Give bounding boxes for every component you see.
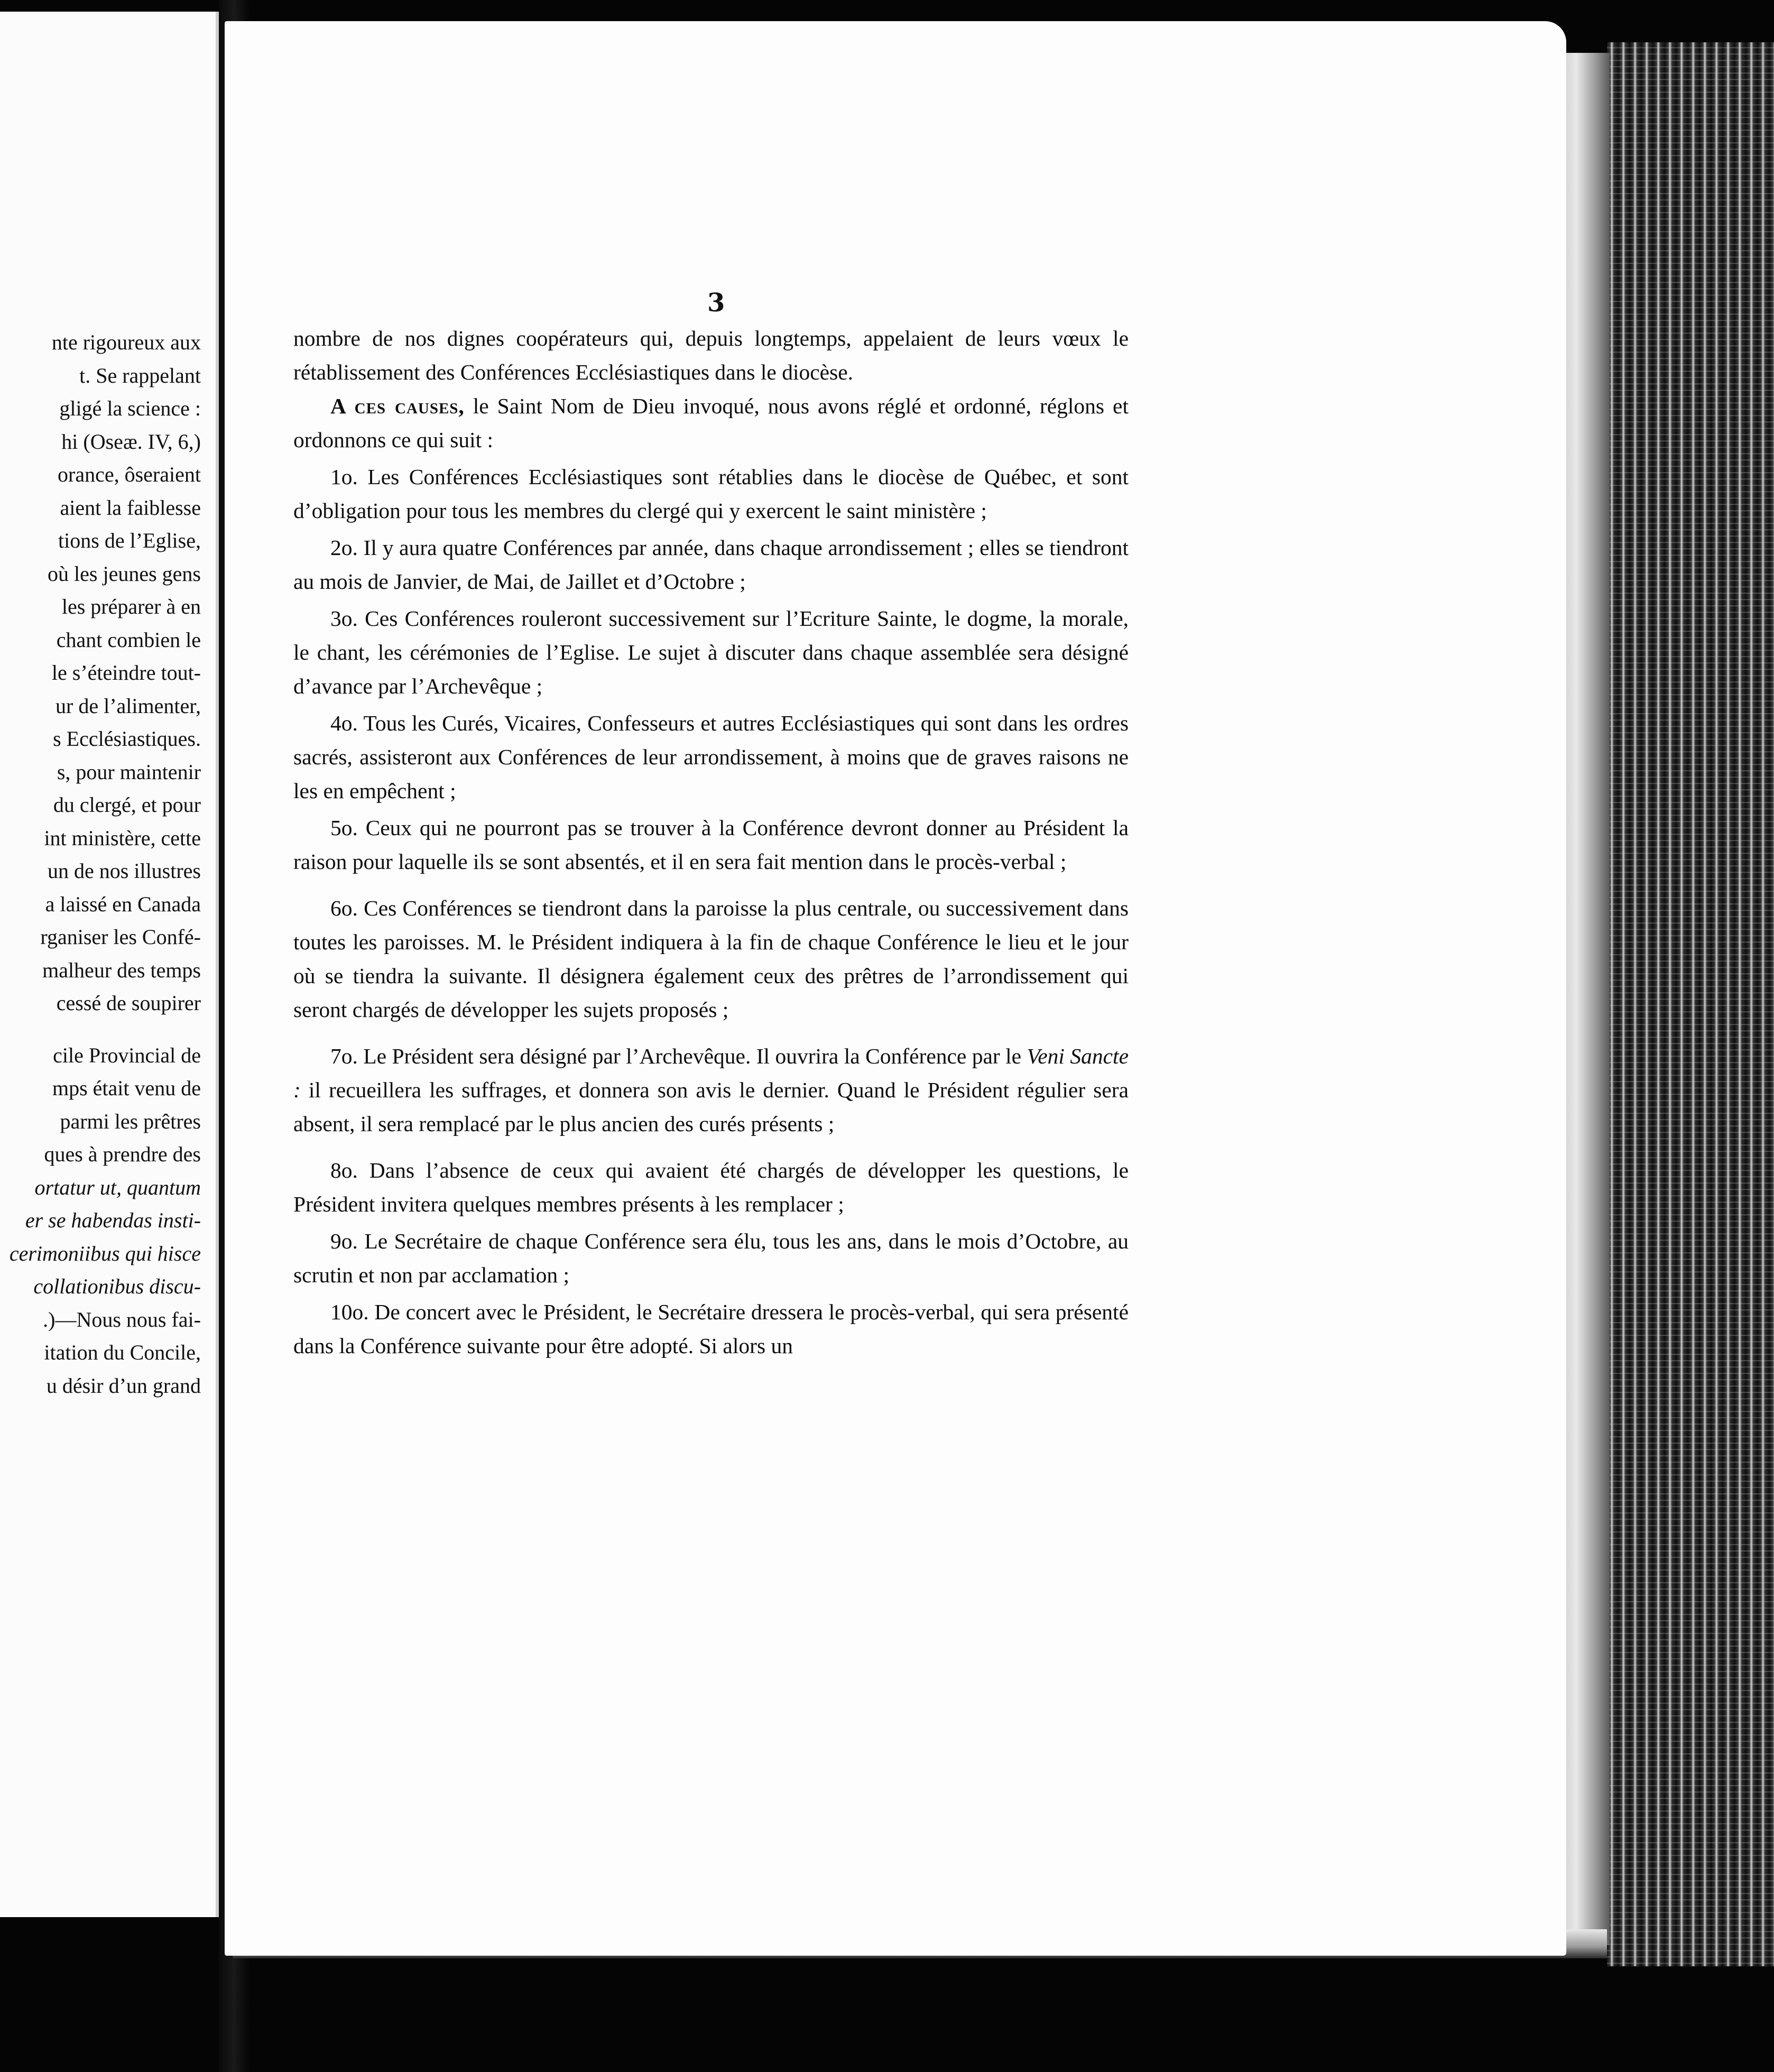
left-page-line: s Ecclésiastiques. bbox=[53, 727, 201, 751]
book-page-edges bbox=[1607, 42, 1774, 1966]
left-page-line: gligé la science : bbox=[59, 396, 201, 420]
article-number: 4o. bbox=[330, 711, 358, 735]
left-page-line: cerimoniibus qui hisce bbox=[9, 1241, 201, 1265]
article-4: 4o. Tous les Curés, Vicaires, Confesseurs et autres Ecclésiastiques qui sont dans les ordres sacrés, assisteront aux Conférences de leur arrondissement, à moins que de graves raisons ne les en empêchent ; bbox=[293, 711, 1129, 803]
left-page-line: rganiser les Confé- bbox=[40, 925, 201, 949]
left-page-line: itation du Concile, bbox=[44, 1340, 201, 1364]
article-5: 5o. Ceux qui ne pourront pas se trouver à la Conférence devront donner au Président la raison pour laquelle ils se sont absentés, et il en sera fait mention dans le procès-verbal ; bbox=[293, 816, 1129, 874]
left-page-line: malheur des temps bbox=[42, 958, 201, 982]
article-number: 9o. bbox=[330, 1229, 358, 1253]
article-number: 8o. bbox=[330, 1158, 358, 1182]
article-9: 9o. Le Secrétaire de chaque Conférence sera élu, tous les ans, dans le mois d’Octobre, au scrutin et non par acclamation ; bbox=[293, 1229, 1129, 1287]
article-number: 2o. bbox=[330, 535, 358, 560]
page-body-text bbox=[293, 321, 1129, 1363]
left-page-line: chant combien le bbox=[56, 627, 201, 652]
article-10: 10o. De concert avec le Président, le Secrétaire dressera le procès-verbal, qui sera présenté dans la Conférence suivante pour être adopté. Si alors un bbox=[293, 1300, 1129, 1358]
article-3: 3o. Ces Conférences rouleront successivement sur l’Ecriture Sainte, le dogme, la morale, le chant, les cérémonies de l’Eglise. Le sujet à discuter dans chaque assemblée sera désigné d’avance par l’Archevêque ; bbox=[293, 606, 1129, 698]
article-8: 8o. Dans l’absence de ceux qui avaient été chargés de développer les questions, le Président invitera quelques membres présents à les remplacer ; bbox=[293, 1158, 1129, 1216]
article-number: 10o. bbox=[330, 1300, 369, 1324]
left-page-line: mps était venu de bbox=[52, 1076, 201, 1100]
article-number: 5o. bbox=[330, 816, 358, 840]
article-number: 7o. bbox=[330, 1044, 358, 1068]
page-edge-shadow bbox=[1562, 53, 1610, 1945]
left-page-line: aient la faiblesse bbox=[60, 495, 201, 520]
left-page-line: nte rigoureux aux bbox=[51, 330, 201, 354]
left-page-line: ortatur ut, quantum bbox=[34, 1175, 201, 1199]
paragraph-lead: A ces causes, bbox=[330, 394, 465, 418]
left-page-line: un de nos illustres bbox=[48, 859, 201, 883]
left-page-line: le s’éteindre tout- bbox=[51, 661, 201, 684]
left-page-line: ques à prendre des bbox=[44, 1142, 201, 1166]
left-page-line: cile Provincial de bbox=[53, 1043, 201, 1067]
left-facing-page bbox=[0, 12, 219, 1917]
paragraph-a-ces-causes: A ces causes, le Saint Nom de Dieu invoqué, nous avons réglé et ordonné, réglons et ordonnons ce qui suit : bbox=[293, 394, 1129, 452]
left-page-line: u désir d’un grand bbox=[46, 1373, 201, 1398]
left-page-line: cessé de soupirer bbox=[56, 991, 201, 1015]
left-page-line: hi (Oseæ. IV, 6,) bbox=[61, 429, 201, 454]
left-page-line: ur de l’alimenter, bbox=[56, 693, 201, 718]
left-page-line: les préparer à en bbox=[61, 595, 201, 618]
article-7: 7o. Le Président sera désigné par l’Archevêque. Il ouvrira la Conférence par le Veni Sancte : il recueillera les suffrages, et donnera son avis le dernier. Quand le Président régulier sera absent, il sera remplacé par le plus ancien des curés présents ; bbox=[293, 1044, 1129, 1136]
article-2: 2o. Il y aura quatre Conférences par année, dans chaque arrondissement ; elles se tiendront au mois de Janvier, de Mai, de Jaillet et d’Octobre ; bbox=[293, 535, 1129, 594]
left-page-line: parmi les prêtres bbox=[60, 1109, 201, 1133]
left-page-line: tions de l’Eglise, bbox=[58, 529, 201, 552]
left-page-line: collationibus discu- bbox=[33, 1274, 201, 1298]
left-page-line: int ministère, cette bbox=[44, 826, 201, 850]
article-number: 3o. bbox=[330, 606, 358, 631]
article-1: 1o. Les Conférences Ecclésiastiques sont rétablies dans le diocèse de Québec, et sont d’obligation pour tous les membres du clergé qui y exercent le saint ministère ; bbox=[293, 465, 1129, 523]
left-page-line: .)—Nous nous fai- bbox=[43, 1307, 201, 1331]
left-page-line: t. Se rappelant bbox=[79, 363, 201, 387]
left-page-line: a laissé en Canada bbox=[45, 892, 201, 916]
paragraph-intro: nombre de nos dignes coopérateurs qui, depuis longtemps, appelaient de leurs vœux le rétablissement des Conférences Ecclésiastiques dans le diocèse. bbox=[293, 326, 1129, 384]
veni-sancte: Veni Sancte : bbox=[293, 1044, 1129, 1102]
left-page-line: où les jeunes gens bbox=[48, 561, 201, 586]
article-number: 1o. bbox=[330, 465, 358, 489]
left-page-line: orance, ôseraient bbox=[58, 462, 201, 486]
article-number: 6o. bbox=[330, 896, 358, 920]
left-page-line: du clergé, et pour bbox=[53, 793, 201, 817]
left-page-line: s, pour maintenir bbox=[57, 760, 201, 784]
article-6: 6o. Ces Conférences se tiendront dans la paroisse la plus centrale, ou successivement dans toutes les paroisses. M. le Président indiquera à la fin de chaque Conférence le lieu et le jour où se tiendra la suivante. Il désignera également ceux des prêtres de l’arrondissement qui seront chargés de développer les sujets proposés ; bbox=[293, 896, 1129, 1022]
left-page-text bbox=[0, 326, 201, 1402]
page-number: 3 bbox=[707, 288, 725, 318]
left-page-line: er se habendas insti- bbox=[25, 1208, 201, 1232]
